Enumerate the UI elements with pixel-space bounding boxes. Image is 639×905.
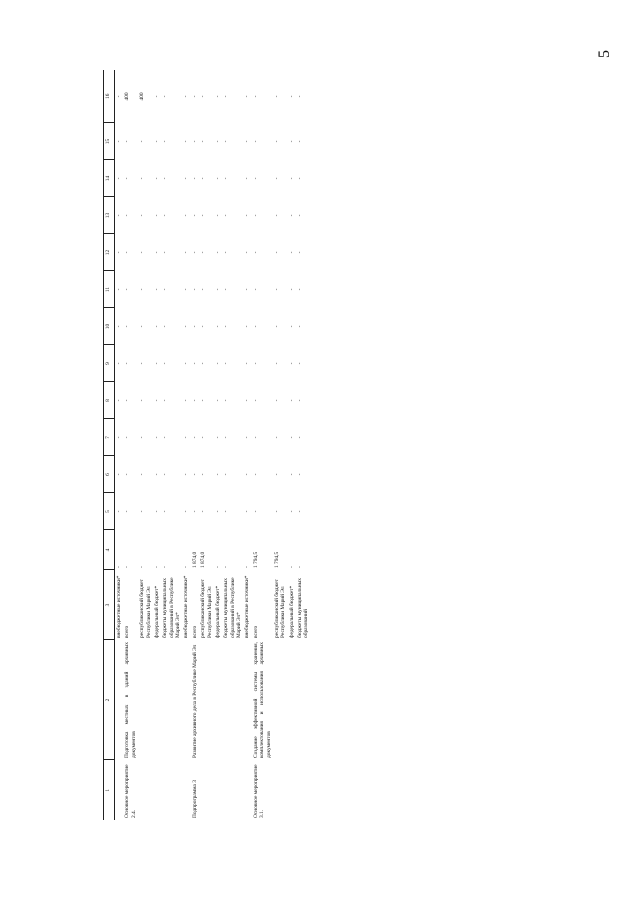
row-value: - (200, 510, 207, 513)
row-value: - (244, 288, 251, 291)
column-header: 15 (104, 123, 115, 160)
row-value: - (297, 399, 303, 402)
row-value: - (214, 473, 221, 476)
table-row (214, 70, 222, 820)
column-header: 9 (104, 345, 115, 382)
row-funding-source: бюджеты муниципальных образований в Республике Марий Эл* (162, 577, 181, 638)
row-value: - (183, 177, 190, 180)
row-measure-code (153, 760, 161, 820)
row-measure-title (161, 640, 182, 760)
row-measure-code: Подпрограмма 3 (191, 780, 198, 818)
row-value: - (288, 140, 295, 143)
row-value: - (153, 399, 160, 402)
row-value: - (223, 95, 230, 98)
row-value: - (297, 140, 303, 143)
row-value: - (116, 473, 122, 476)
row-measure-title (214, 640, 222, 760)
row-measure-code (214, 760, 222, 820)
row-measure-code (273, 760, 288, 820)
row-value: - (200, 325, 207, 328)
row-value: - (153, 325, 160, 328)
row-value: - (288, 251, 295, 254)
row-value: - (124, 566, 131, 568)
row-value: - (214, 95, 221, 98)
row-value: - (162, 325, 169, 328)
row-value: 400 (139, 92, 146, 101)
row-value: - (153, 362, 160, 365)
row-value: - (214, 140, 221, 143)
row-value: - (288, 325, 295, 328)
row-value: - (162, 95, 169, 98)
row-measure-title (288, 640, 296, 760)
table-row (288, 70, 296, 820)
row-value: - (297, 566, 303, 568)
row-value: - (252, 214, 259, 217)
row-value: - (116, 288, 122, 291)
row-value: - (124, 214, 131, 217)
row-value: - (191, 177, 198, 180)
table-body (115, 70, 311, 820)
table-row (182, 70, 190, 820)
row-value: - (223, 214, 230, 217)
rotated-table-area (103, 80, 515, 820)
row-value: - (183, 288, 190, 291)
row-value: - (116, 362, 122, 365)
row-value: - (288, 177, 295, 180)
row-value: - (223, 177, 230, 180)
column-header: 13 (104, 197, 115, 234)
row-value: 400 (124, 92, 131, 101)
table-row (273, 70, 288, 820)
row-value: - (297, 436, 303, 439)
row-value: - (153, 251, 160, 254)
row-value: - (116, 251, 122, 254)
table-row (296, 70, 311, 820)
row-value: - (244, 473, 251, 476)
row-value: - (273, 288, 280, 291)
table-row (115, 70, 124, 820)
row-funding-source: республиканский бюджет Республики Марий Эл (139, 579, 152, 638)
row-value: - (191, 140, 198, 143)
row-value: - (244, 177, 251, 180)
row-value: - (162, 510, 169, 513)
row-value: - (162, 436, 169, 439)
row-funding-source: всего (252, 625, 259, 638)
row-value: - (223, 362, 230, 365)
row-value: - (116, 214, 122, 217)
row-value: - (162, 177, 169, 180)
row-funding-source: всего (124, 625, 131, 638)
row-value: - (288, 399, 295, 402)
column-header: 5 (104, 493, 115, 530)
row-value: - (139, 251, 146, 254)
row-value: - (223, 473, 230, 476)
row-value: - (124, 177, 131, 180)
row-value: - (153, 95, 160, 98)
row-measure-code (138, 760, 153, 820)
row-measure-title (153, 640, 161, 760)
row-value: - (200, 436, 207, 439)
row-value: - (214, 436, 221, 439)
row-value: - (162, 214, 169, 217)
row-value: - (183, 510, 190, 513)
row-value: - (139, 214, 146, 217)
row-value: - (288, 288, 295, 291)
row-value: - (183, 473, 190, 476)
row-value: - (200, 177, 207, 180)
row-value: - (244, 566, 251, 568)
row-funding-source: федеральный бюджет* (214, 585, 221, 638)
row-measure-title (243, 640, 251, 760)
column-header: 4 (104, 530, 115, 570)
row-value: - (191, 436, 198, 439)
row-value: - (200, 473, 207, 476)
row-value: - (124, 140, 131, 143)
row-measure-title: Подготовка местных в зданий архивных документов (124, 642, 137, 758)
row-value: 1 874,0 (200, 551, 207, 568)
row-funding-source: федеральный бюджет* (288, 585, 295, 638)
row-value: - (162, 140, 169, 143)
row-value: - (124, 288, 131, 291)
row-value: - (214, 510, 221, 513)
row-value: - (139, 362, 146, 365)
row-value: - (200, 214, 207, 217)
row-value: - (223, 399, 230, 402)
row-funding-source: республиканский бюджет Республики Марий Эл (200, 579, 213, 638)
row-funding-source: республиканский бюджет Республики Марий Эл (273, 579, 287, 638)
row-value: - (223, 325, 230, 328)
column-header: 10 (104, 308, 115, 345)
row-value: - (124, 473, 131, 476)
row-value: - (273, 362, 280, 365)
row-value: - (223, 436, 230, 439)
row-value: 1 874,0 (191, 551, 198, 568)
row-value: - (139, 177, 146, 180)
row-value: - (214, 214, 221, 217)
row-value: - (214, 251, 221, 254)
column-header: 6 (104, 456, 115, 493)
row-measure-title (115, 640, 124, 760)
column-header: 1 (104, 760, 115, 820)
row-value: - (252, 473, 259, 476)
row-value: - (124, 436, 131, 439)
table-row (138, 70, 153, 820)
row-value: - (139, 510, 146, 513)
table-row (123, 70, 138, 820)
row-value: - (183, 140, 190, 143)
row-measure-title (273, 640, 288, 760)
row-value: - (273, 436, 280, 439)
table-row (243, 70, 251, 820)
row-measure-code (182, 760, 190, 820)
row-value: - (139, 473, 146, 476)
row-measure-code (243, 760, 251, 820)
row-value: - (153, 566, 160, 568)
row-value: - (200, 399, 207, 402)
row-value: - (124, 362, 131, 365)
row-value: - (244, 510, 251, 513)
row-measure-title: Создание эффективной системы хранения, комплектования и использования архивных документов (252, 642, 272, 758)
row-funding-source: бюджеты муниципальных образований (297, 578, 310, 638)
row-value: 1 794,5 (252, 551, 259, 568)
row-value: - (116, 325, 122, 328)
row-value: - (153, 473, 160, 476)
row-value: - (183, 362, 190, 365)
row-value: - (273, 95, 280, 98)
row-value: - (214, 177, 221, 180)
row-value: - (244, 325, 251, 328)
column-header: 12 (104, 234, 115, 271)
row-value: - (162, 251, 169, 254)
row-value: - (288, 214, 295, 217)
row-value: - (191, 251, 198, 254)
row-value: - (252, 325, 259, 328)
row-measure-code (161, 760, 182, 820)
row-value: - (273, 473, 280, 476)
row-funding-source: внебюджетные источники* (183, 575, 190, 638)
table-header-row (104, 70, 115, 820)
row-value: - (288, 510, 295, 513)
row-value: - (273, 325, 280, 328)
row-value: - (244, 399, 251, 402)
row-value: - (183, 566, 190, 568)
row-value: - (288, 362, 295, 365)
column-header: 7 (104, 419, 115, 456)
row-value: - (116, 510, 122, 513)
row-value: - (297, 325, 303, 328)
row-measure-code (296, 760, 311, 820)
row-value: - (214, 325, 221, 328)
row-value: - (139, 325, 146, 328)
row-value: - (214, 399, 221, 402)
row-value: - (252, 362, 259, 365)
row-value: - (252, 510, 259, 513)
row-value: - (153, 288, 160, 291)
row-value: - (200, 95, 207, 98)
row-value: - (139, 288, 146, 291)
row-value: - (297, 214, 303, 217)
row-value: - (200, 362, 207, 365)
row-measure-title (296, 640, 311, 760)
row-value: - (273, 214, 280, 217)
row-value: - (116, 436, 122, 439)
row-measure-title (182, 640, 190, 760)
column-header: 11 (104, 271, 115, 308)
row-value: 1 794,5 (273, 551, 280, 568)
row-value: - (288, 566, 295, 568)
row-value: - (214, 362, 221, 365)
row-measure-title (199, 640, 214, 760)
row-funding-source: бюджеты муниципальных образований в Республике Марий Эл* (223, 577, 242, 638)
row-value: - (183, 325, 190, 328)
budget-table (103, 70, 311, 820)
row-value: - (162, 399, 169, 402)
row-value: - (162, 566, 169, 568)
row-value: - (183, 436, 190, 439)
table-row (199, 70, 214, 820)
row-value: - (191, 510, 198, 513)
row-value: - (162, 473, 169, 476)
row-value: - (273, 140, 280, 143)
row-value: - (244, 362, 251, 365)
row-measure-title: Развитие архивного дела в Республике Марий Эл (191, 644, 198, 758)
row-value: - (297, 362, 303, 365)
row-value: - (183, 214, 190, 217)
row-value: - (244, 436, 251, 439)
row-value: - (162, 288, 169, 291)
row-value: - (288, 473, 295, 476)
column-header: 2 (104, 640, 115, 760)
row-value: - (116, 566, 122, 568)
row-value: - (223, 566, 230, 568)
row-value: - (297, 95, 303, 98)
row-value: - (153, 436, 160, 439)
column-header: 8 (104, 382, 115, 419)
row-value: - (191, 362, 198, 365)
row-measure-code (199, 760, 214, 820)
row-value: - (183, 399, 190, 402)
row-value: - (191, 399, 198, 402)
row-value: - (153, 510, 160, 513)
row-value: - (191, 473, 198, 476)
row-measure-title (138, 640, 153, 760)
row-value: - (116, 177, 122, 180)
row-value: - (200, 140, 207, 143)
row-measure-code (288, 760, 296, 820)
page-number: 5 (596, 50, 613, 58)
row-value: - (191, 95, 198, 98)
row-value: - (252, 436, 259, 439)
row-value: - (252, 95, 259, 98)
row-value: - (153, 214, 160, 217)
row-value: - (116, 399, 122, 402)
row-value: - (183, 95, 190, 98)
row-value: - (200, 251, 207, 254)
row-value: - (244, 140, 251, 143)
row-value: - (273, 251, 280, 254)
row-value: - (139, 140, 146, 143)
row-value: - (124, 510, 131, 513)
row-value: - (252, 140, 259, 143)
row-value: - (153, 177, 160, 180)
row-value: - (297, 510, 303, 513)
row-value: - (191, 288, 198, 291)
row-value: - (297, 473, 303, 476)
row-value: - (191, 325, 198, 328)
row-value: - (223, 140, 230, 143)
row-value: - (223, 288, 230, 291)
row-funding-source: внебюджетные источники* (244, 575, 251, 638)
row-measure-code: Основное мероприятие 2.4. (124, 764, 137, 818)
row-value: - (139, 566, 146, 568)
row-value: - (252, 177, 259, 180)
row-value: - (124, 251, 131, 254)
table-row (252, 70, 273, 820)
row-measure-code: Основное мероприятие 3.1. (252, 764, 266, 818)
row-value: - (124, 399, 131, 402)
column-header: 3 (104, 570, 115, 640)
row-measure-code (222, 760, 243, 820)
table-row (191, 70, 199, 820)
row-value: - (153, 140, 160, 143)
row-value: - (223, 510, 230, 513)
table-row (153, 70, 161, 820)
row-value: - (252, 251, 259, 254)
row-value: - (244, 95, 251, 98)
column-header: 14 (104, 160, 115, 197)
row-value: - (244, 251, 251, 254)
row-value: - (252, 399, 259, 402)
row-funding-source: внебюджетные источники* (116, 575, 122, 638)
row-value: - (124, 325, 131, 328)
row-value: - (273, 177, 280, 180)
row-value: - (244, 214, 251, 217)
row-value: - (273, 510, 280, 513)
row-value: - (183, 251, 190, 254)
row-value: - (162, 362, 169, 365)
column-header: 16 (104, 70, 115, 123)
row-value: - (297, 251, 303, 254)
row-value: - (288, 95, 295, 98)
row-value: - (214, 566, 221, 568)
row-funding-source: федеральный бюджет* (153, 585, 160, 638)
row-value: - (191, 214, 198, 217)
row-value: - (200, 288, 207, 291)
row-value: - (223, 251, 230, 254)
row-value: - (139, 436, 146, 439)
row-value: - (139, 399, 146, 402)
row-funding-source: всего (191, 625, 198, 638)
row-value: - (214, 288, 221, 291)
row-measure-code (115, 760, 124, 820)
table-row (161, 70, 182, 820)
row-value: - (297, 177, 303, 180)
row-value: - (252, 288, 259, 291)
row-value: - (116, 140, 122, 143)
table-row (222, 70, 243, 820)
row-measure-title (222, 640, 243, 760)
row-value: - (288, 436, 295, 439)
row-value: - (273, 399, 280, 402)
row-value: - (116, 95, 122, 98)
row-value: - (297, 288, 303, 291)
